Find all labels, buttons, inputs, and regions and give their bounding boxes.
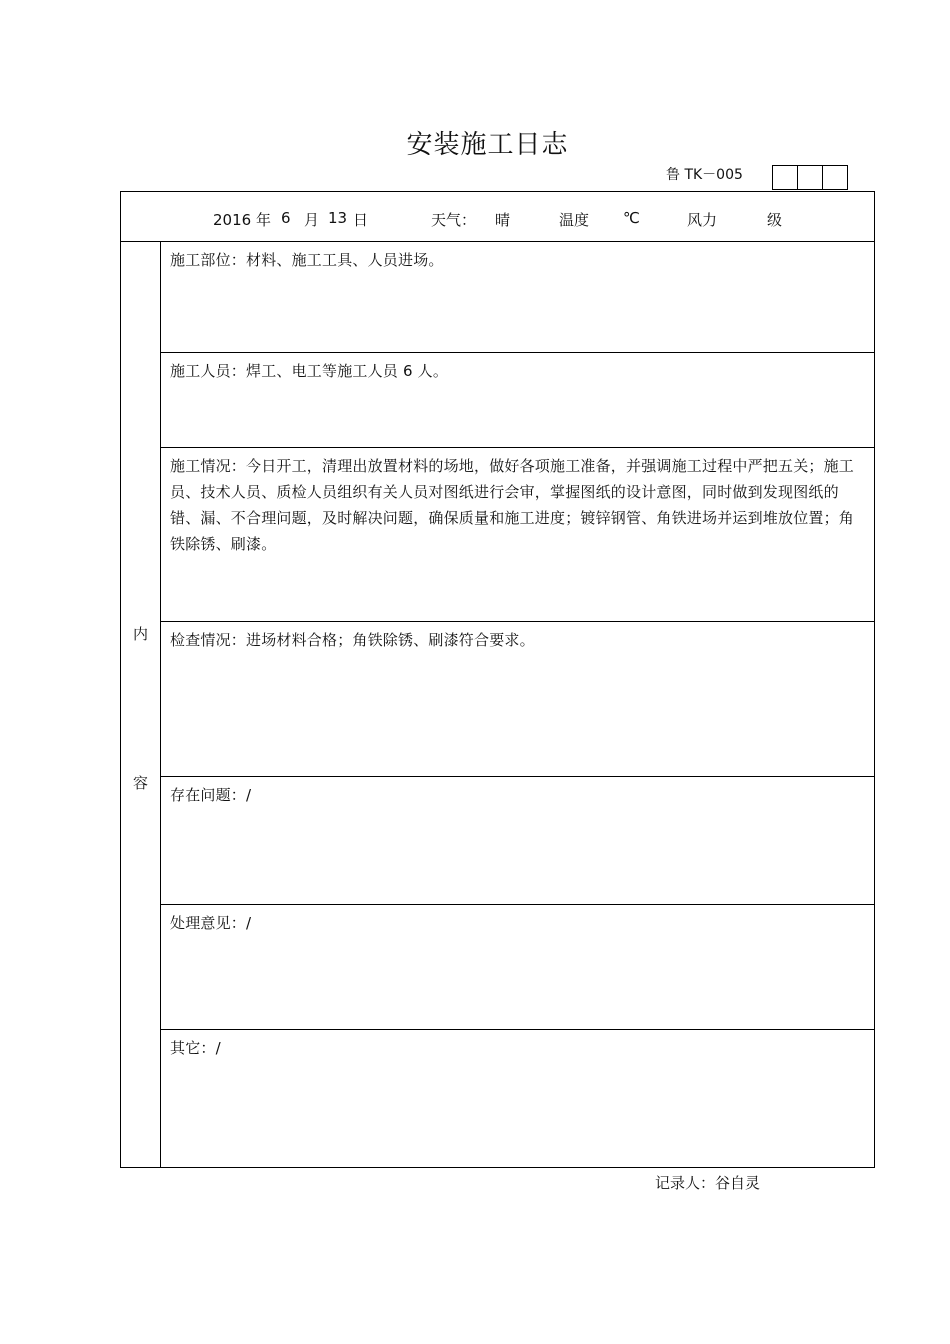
content-label-char: 容 — [133, 774, 149, 792]
code-box — [772, 165, 797, 190]
month-unit: 月 — [304, 211, 320, 229]
page-title: 安装施工日志 — [406, 130, 569, 160]
year: 2016 年 — [213, 211, 271, 229]
content-label-column — [121, 242, 161, 1167]
content-label-char: 内 — [133, 625, 149, 643]
section-problems: 存在问题：/ — [161, 777, 874, 905]
section-personnel: 施工人员：焊工、电工等施工人员 6 人。 — [161, 353, 874, 448]
weather-label: 天气： — [431, 211, 477, 229]
log-table — [120, 191, 875, 1168]
form-code: 鲁 TK－005 — [666, 167, 743, 183]
code-box — [822, 165, 848, 190]
wind-unit: 级 — [767, 211, 783, 229]
code-box — [797, 165, 822, 190]
weather-value: 晴 — [495, 211, 511, 229]
temperature-unit: ℃ — [623, 209, 640, 227]
code-boxes — [772, 165, 848, 190]
wind-label: 风力 — [687, 211, 718, 229]
day-unit: 日 — [353, 211, 369, 229]
temperature-label: 温度 — [559, 211, 590, 229]
date-weather-row — [121, 192, 874, 242]
section-other: 其它：/ — [170, 1039, 221, 1057]
section-situation: 施工情况：今日开工，清理出放置材料的场地，做好各项施工准备，并强调施工过程中严把五关；施工员、技术人员、质检人员组织有关人员对图纸进行会审，掌握图纸的设计意图，同时做到发现图纸的错、漏、不合理问题，及时解决问题，确保质量和施工进度；镀锌钢管、角铁进场并运到堆放位置；角铁除锈、刷漆。 — [161, 448, 874, 622]
section-location: 施工部位：材料、施工工具、人员进场。 — [161, 242, 874, 353]
recorder: 记录人：谷自灵 — [655, 1174, 761, 1192]
month: 6 — [281, 209, 291, 227]
section-inspection: 检查情况：进场材料合格；角铁除锈、刷漆符合要求。 — [161, 622, 874, 777]
section-handling: 处理意见：/ — [161, 905, 874, 1030]
day: 13 — [328, 209, 348, 227]
